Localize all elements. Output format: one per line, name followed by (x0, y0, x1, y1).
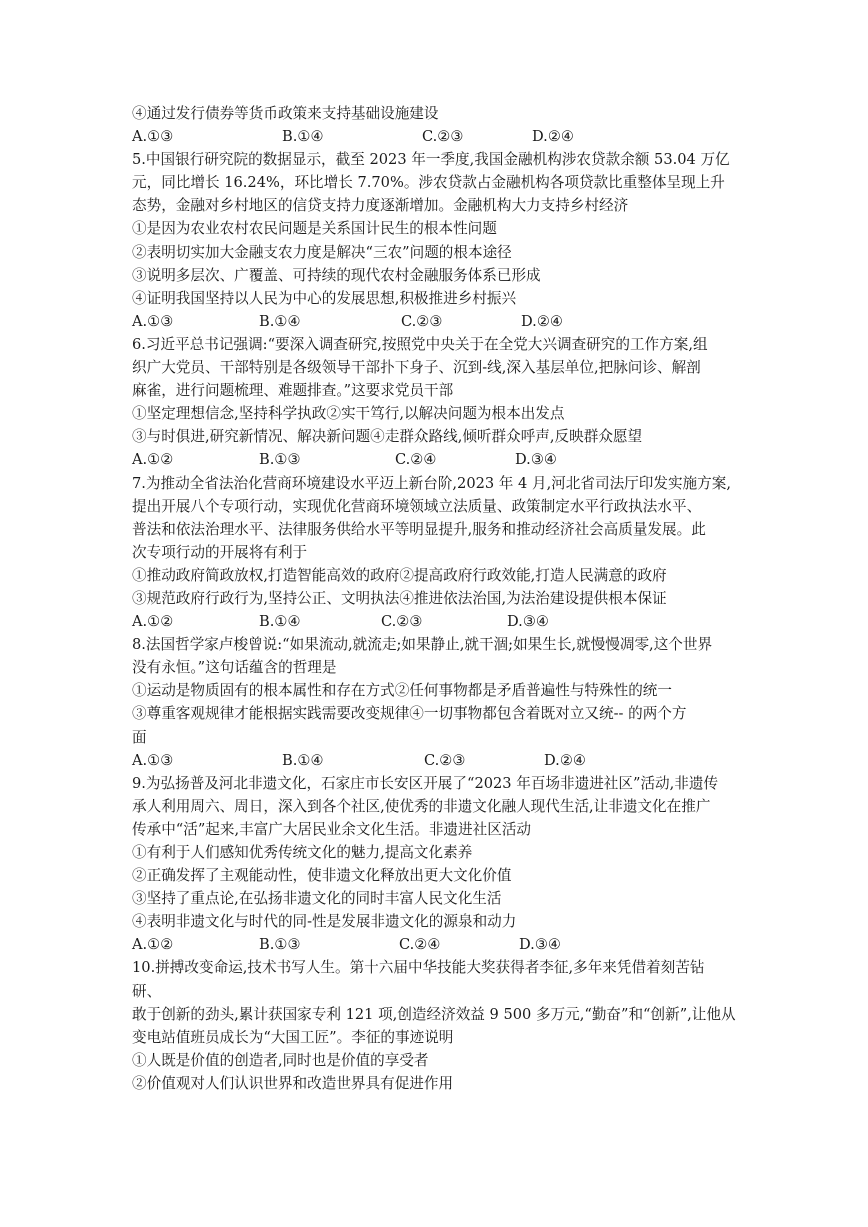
text-line: ②价值观对人们认识世界和改造世界具有促进作用 (132, 1074, 454, 1092)
text-line: ③与时俱进,研究新情况、解决新问题④走群众路线,倾听群众呼声,反映群众愿望 (132, 428, 643, 446)
text-line: 8.法国哲学家卢梭曾说:“如果流动,就流走;如果静止,就干涸;如果生长,就慢慢凋零,这个世界 (132, 636, 713, 654)
text-line: 9.为弘扬普及河北非遗文化，石家庄市长安区开展了“2023 年百场非遗进社区”活动,非遗传 (132, 774, 719, 792)
text-line: 提出开展八个专项行动，实现优化营商环境领域立法质量、政策制定水平行政执法水平、 (132, 497, 702, 515)
answer-option: B.①④ (282, 128, 324, 146)
text-line: 5.中国银行研究院的数据显示，截至 2023 年一季度,我国金融机构涉农贷款余额 53.04 万亿 (132, 151, 730, 169)
text-line: 变电站值班员成长为“大国工匠”。李征的事迹说明 (132, 1028, 454, 1046)
answer-option: C.②④ (399, 936, 441, 954)
answer-option: C.②③ (422, 128, 464, 146)
answer-option: B.①③ (259, 936, 301, 954)
text-line: ③坚持了重点论,在弘扬非遗文化的同时丰富人民文化生活 (132, 890, 502, 908)
text-line: ①人既是价值的创造者,同时也是价值的享受者 (132, 1051, 429, 1069)
answer-choices (132, 310, 752, 333)
answer-option: D.②④ (521, 312, 563, 330)
answer-choices (132, 749, 752, 772)
answer-option: A.①② (132, 613, 174, 631)
text-line: ④证明我国坚持以人民为中心的发展思想,积极推进乡村振兴 (132, 289, 517, 307)
text-line: 6.习近平总书记强调:“要深入调查研究,按照党中央关于在全党大兴调查研究的工作方案,组 (132, 335, 708, 353)
answer-option: B.①③ (259, 451, 301, 469)
answer-option: B.①④ (259, 613, 301, 631)
text-line: ④通过发行债券等货币政策来支持基础设施建设 (132, 105, 439, 122)
text-line: 没有永恒。”这句话蕴含的哲理是 (132, 659, 337, 677)
answer-option: A.①③ (132, 128, 174, 146)
answer-option: A.①③ (132, 751, 174, 769)
text-line: ①有利于人们感知优秀传统文化的魅力,提高文化素养 (132, 844, 473, 861)
text-line: 元，同比增长 16.24%，环比增长 7.70%。涉农贷款占金融机构各项贷款比重整体呈现上升 (132, 174, 725, 192)
text-line: 次专项行动的开展将有利于 (132, 543, 308, 561)
text-line: ①推动政府简政放权,打造智能高效的政府②提高政府行政效能,打造人民满意的政府 (132, 566, 667, 584)
answer-option: B.①④ (259, 312, 301, 330)
text-line: ②正确发挥了主观能动性，使非遗文化释放出更大文化价值 (132, 867, 512, 885)
answer-choices (132, 125, 752, 148)
answer-option: D.③④ (507, 613, 549, 631)
text-line: 面 (132, 728, 147, 746)
text-line: 承人利用周六、周日，深入到各个社区,使优秀的非遗文化融人现代生活,让非遗文化在推广 (132, 797, 711, 815)
answer-option: A.①② (132, 451, 174, 469)
answer-option: C.②④ (395, 451, 437, 469)
question-text (132, 102, 752, 1095)
answer-choices (132, 448, 752, 471)
answer-option: C.②③ (381, 613, 423, 631)
answer-option: D.②④ (544, 751, 586, 769)
text-line: 传承中“活”起来,丰富广大居民业余文化生活。非遗进社区活动 (132, 820, 532, 838)
text-line: ①坚定理想信念,坚持科学执政②实干笃行,以解决问题为根本出发点 (132, 405, 565, 423)
text-line: 敢于创新的劲头,累计获国家专利 121 项,创造经济效益 9 500 多万元,“勤奋”和“创新”,让他从 (132, 1005, 736, 1023)
answer-option: B.①④ (282, 751, 324, 769)
answer-choices (132, 610, 752, 633)
text-line: 普法和依法治理水平、法律服务供给水平等明显提升,服务和推动经济社会高质量发展。此 (132, 520, 706, 538)
answer-option: D.②④ (532, 128, 574, 146)
answer-option: C.②③ (401, 312, 443, 330)
text-line: ③规范政府行政行为,坚持公正、文明执法④推进依法治国,为法治建设提供根本保证 (132, 589, 667, 607)
text-line: ③尊重客观规律才能根据实践需要改变规律④一切事物都包含着既对立又统-- 的两个方 (132, 705, 687, 723)
text-line: 研、 (132, 982, 162, 1000)
text-line: ①运动是物质固有的根本属性和存在方式②任何事物都是矛盾普遍性与特殊性的统一 (132, 682, 672, 700)
text-line: ①是因为农业农村农民问题是关系国计民生的根本性问题 (132, 220, 497, 238)
text-line: ④表明非遗文化与时代的同-性是发展非遗文化的源泉和动力 (132, 913, 517, 931)
text-line: 态势，金融对乡村地区的信贷支持力度逐渐增加。金融机构大力支持乡村经济 (132, 197, 629, 215)
text-line: 麻雀，进行问题梳理、难题排查。”这要求党员干部 (132, 382, 454, 400)
answer-option: D.③④ (519, 936, 561, 954)
answer-option: C.②③ (424, 751, 466, 769)
answer-option: D.③④ (515, 451, 557, 469)
text-line: 10.拼搏改变命运,技术书写人生。第十六届中华技能大奖获得者李征,多年来凭借着刻苦钻 (132, 959, 705, 977)
answer-option: A.①③ (132, 312, 174, 330)
answer-option: A.①② (132, 936, 174, 954)
text-line: ②表明切实加大金融支农力度是解决“三农”问题的根本途径 (132, 243, 512, 261)
text-line: ③说明多层次、广覆盖、可持续的现代农村金融服务体系已形成 (132, 266, 541, 284)
answer-choices (132, 933, 752, 956)
text-line: 织广大党员、干部特别是各级领导干部扑下身子、沉到-线,深入基层单位,把脉问诊、解剖 (132, 359, 701, 377)
text-line: 7.为推动全省法治化营商环境建设水平迈上新台阶,2023 年 4 月,河北省司法厅印发实施方案, (132, 474, 731, 492)
